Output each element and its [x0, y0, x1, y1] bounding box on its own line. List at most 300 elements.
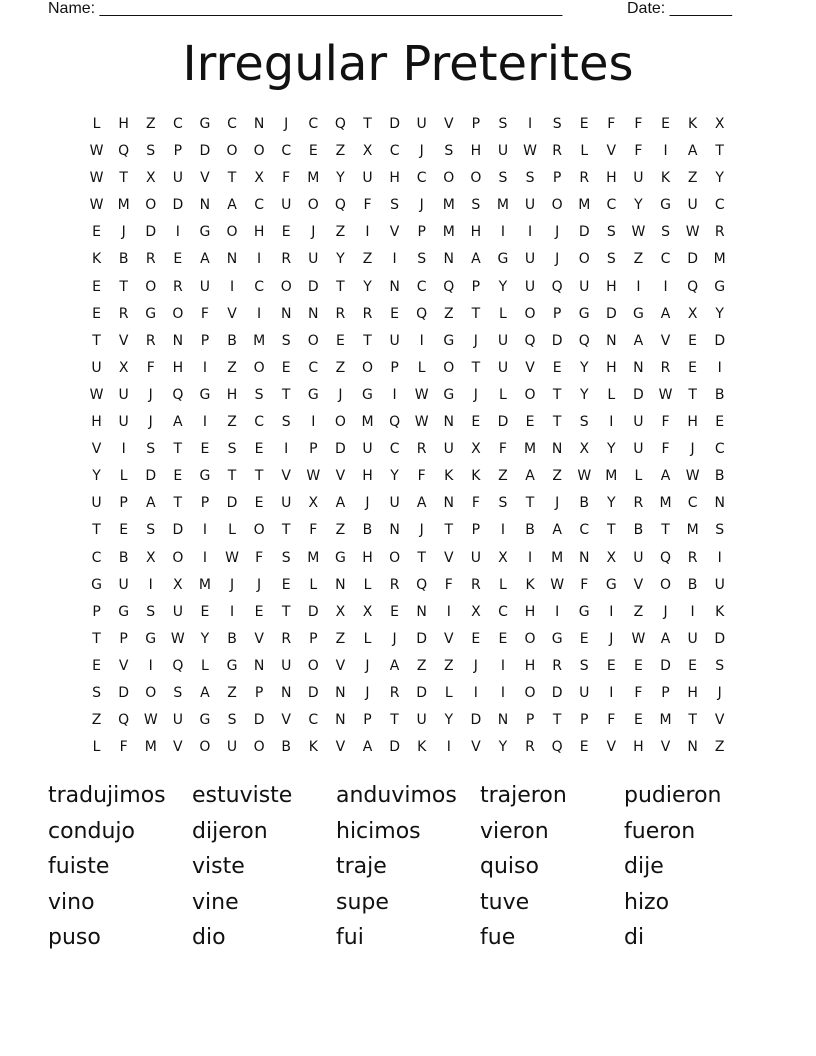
grid-letter: E [308, 143, 318, 160]
grid-letter: M [307, 170, 320, 187]
grid-letter: T [688, 386, 697, 403]
grid-letter: J [663, 603, 668, 620]
grid-letter: E [471, 630, 481, 647]
grid-letter: N [280, 305, 292, 322]
grid-letter: R [633, 495, 644, 512]
grid-letter: C [227, 116, 237, 132]
grid-letter: O [226, 143, 238, 160]
grid-letter: I [663, 278, 668, 295]
grid-letter: N [606, 332, 617, 349]
grid-letter: U [416, 712, 427, 729]
word-list-item: di [624, 925, 645, 951]
grid-letter: K [688, 116, 698, 132]
grid-letter: P [363, 712, 372, 729]
grid-letter: Q [118, 712, 130, 729]
grid-letter: F [661, 414, 670, 431]
grid-letter: X [579, 441, 590, 458]
grid-letter: G [660, 197, 671, 214]
grid-letter: D [660, 657, 671, 674]
grid-letter: G [497, 251, 509, 268]
grid-letter: C [308, 712, 319, 729]
grid-letter: L [92, 739, 101, 756]
grid-letter: O [389, 549, 401, 566]
grid-letter: T [281, 603, 291, 620]
grid-letter: K [471, 468, 481, 485]
grid-letter: Z [335, 224, 346, 241]
grid-letter: E [390, 305, 399, 322]
grid-letter: D [307, 603, 319, 620]
grid-letter: C [687, 495, 698, 512]
grid-letter: U [687, 630, 698, 647]
grid-letter: U [579, 278, 590, 295]
grid-letter: Y [715, 170, 724, 187]
grid-letter: V [525, 359, 535, 376]
grid-letter: H [524, 657, 536, 674]
grid-letter: H [633, 739, 644, 756]
grid-letter: E [200, 603, 210, 620]
grid-letter: C [308, 116, 319, 132]
grid-letter: I [148, 576, 153, 593]
grid-letter: O [660, 576, 672, 593]
grid-letter: H [470, 143, 482, 160]
grid-letter: L [634, 468, 643, 485]
grid-letter: T [552, 414, 562, 431]
grid-letter: E [715, 414, 725, 431]
grid-letter: D [497, 414, 509, 431]
grid-letter: I [365, 224, 370, 241]
grid-letter: L [607, 386, 616, 403]
grid-letter: J [609, 630, 614, 647]
grid-letter: U [470, 549, 481, 566]
grid-letter: Q [334, 116, 346, 132]
grid-letter: R [281, 251, 292, 268]
grid-letter: Y [390, 468, 399, 485]
grid-letter: A [362, 739, 373, 756]
grid-letter: T [471, 359, 481, 376]
grid-letter: G [145, 305, 157, 322]
grid-letter: U [172, 712, 183, 729]
grid-letter: N [280, 684, 292, 701]
grid-letter: D [578, 224, 590, 241]
grid-letter: D [145, 468, 157, 485]
grid-letter: M [659, 712, 672, 729]
grid-letter: A [145, 495, 156, 512]
grid-letter: Z [687, 170, 698, 187]
grid-letter: G [118, 603, 130, 620]
grid-letter: F [607, 712, 616, 729]
grid-letter: R [660, 359, 671, 376]
grid-letter: V [606, 739, 617, 756]
grid-letter: E [92, 657, 101, 674]
grid-letter: F [580, 576, 589, 593]
grid-letter: U [118, 414, 129, 431]
grid-letter: H [606, 170, 617, 187]
grid-letter: D [118, 684, 130, 701]
grid-letter: J [717, 684, 722, 701]
grid-letter: R [362, 305, 373, 322]
grid-letter: L [363, 630, 372, 647]
grid-letter: T [390, 712, 399, 729]
grid-letter: W [685, 224, 700, 241]
word-list-item: tuve [480, 889, 530, 915]
grid-letter: T [281, 386, 291, 403]
grid-letter: C [416, 170, 427, 187]
grid-letter: K [417, 739, 427, 756]
grid-letter: Z [227, 684, 237, 701]
grid-letter: I [392, 386, 397, 403]
grid-letter: U [91, 495, 102, 512]
grid-letter: D [226, 495, 238, 512]
grid-letter: I [527, 224, 533, 241]
grid-letter: T [119, 170, 128, 187]
grid-letter: S [444, 143, 454, 160]
grid-letter: J [338, 386, 343, 403]
grid-letter: S [715, 522, 725, 539]
grid-letter: J [473, 657, 478, 674]
grid-letter: D [172, 522, 184, 539]
grid-letter: K [660, 170, 671, 187]
grid-letter: S [281, 332, 291, 349]
grid-letter: R [579, 170, 590, 187]
grid-letter: P [552, 170, 562, 187]
grid-letter: P [200, 332, 210, 349]
grid-letter: N [416, 603, 427, 620]
word-list-item: dije [624, 854, 664, 880]
grid-letter: A [660, 468, 671, 485]
grid-letter: L [201, 657, 209, 674]
grid-letter: R [552, 143, 562, 160]
grid-letter: E [119, 522, 129, 539]
grid-letter: E [471, 414, 481, 431]
word-list-item: anduvimos [336, 783, 457, 808]
grid-letter: Q [660, 549, 672, 566]
grid-letter: B [579, 495, 590, 512]
grid-letter: Q [416, 576, 428, 593]
grid-letter: N [199, 197, 211, 214]
grid-letter: H [91, 414, 102, 431]
grid-letter: A [687, 143, 698, 160]
grid-letter: M [496, 197, 509, 214]
grid-letter: O [524, 684, 536, 701]
grid-letter: L [309, 576, 318, 593]
grid-letter: O [307, 197, 319, 214]
grid-letter: I [148, 657, 153, 674]
grid-letter: G [551, 630, 563, 647]
word-list-item: dijeron [192, 818, 268, 844]
word-list-item: pudieron [624, 783, 722, 808]
grid-letter: A [200, 251, 210, 268]
grid-letter: T [525, 495, 535, 512]
grid-letter: G [443, 386, 455, 403]
grid-letter: C [579, 522, 590, 539]
grid-letter: G [199, 468, 211, 485]
grid-letter: M [659, 495, 672, 512]
grid-letter: I [392, 251, 397, 268]
grid-letter: N [389, 278, 400, 295]
grid-letter: O [253, 359, 265, 376]
grid-letter: C [254, 414, 264, 431]
grid-letter: U [633, 441, 644, 458]
grid-letter: I [121, 441, 126, 458]
grid-letter: I [555, 603, 560, 620]
grid-letter: U [118, 576, 129, 593]
grid-letter: I [257, 251, 262, 268]
grid-letter: B [687, 576, 698, 593]
grid-letter: Y [200, 630, 210, 647]
grid-letter: Z [91, 712, 102, 729]
grid-letter: C [172, 116, 183, 132]
grid-letter: H [172, 359, 184, 376]
grid-letter: Q [172, 657, 184, 674]
grid-letter: L [363, 576, 372, 593]
grid-letter: E [579, 739, 589, 756]
grid-letter: J [229, 576, 235, 593]
grid-letter: D [470, 712, 482, 729]
grid-letter: N [551, 441, 563, 458]
grid-letter: H [470, 224, 482, 241]
grid-letter: U [579, 684, 590, 701]
grid-letter: V [389, 224, 400, 241]
grid-letter: Z [443, 657, 454, 674]
grid-letter: G [334, 549, 346, 566]
grid-letter: C [714, 197, 725, 214]
grid-letter: R [687, 549, 698, 566]
grid-letter: D [335, 441, 346, 458]
grid-letter: O [226, 224, 238, 241]
grid-letter: E [254, 495, 264, 512]
grid-letter: I [663, 143, 668, 160]
grid-letter: U [524, 251, 536, 268]
grid-letter: V [335, 657, 346, 674]
grid-letter: U [362, 441, 373, 458]
grid-letter: X [498, 549, 508, 566]
word-list-item: fueron [624, 818, 696, 844]
grid-letter: T [552, 386, 562, 403]
grid-letter: N [497, 712, 509, 729]
grid-letter: R [416, 441, 427, 458]
grid-letter: Y [715, 305, 724, 322]
grid-letter: J [148, 386, 153, 403]
grid-letter: V [281, 712, 291, 729]
grid-letter: E [281, 576, 291, 593]
grid-letter: A [227, 197, 237, 214]
grid-letter: W [685, 468, 700, 485]
grid-letter: J [419, 522, 424, 539]
grid-letter: C [308, 359, 319, 376]
grid-letter: G [199, 116, 211, 132]
grid-letter: P [552, 305, 562, 322]
grid-letter: J [690, 441, 695, 458]
grid-letter: A [660, 305, 671, 322]
grid-letter: C [389, 441, 400, 458]
grid-letter: A [173, 414, 183, 431]
grid-letter: W [414, 386, 429, 403]
grid-letter: W [658, 386, 673, 403]
grid-letter: O [470, 170, 482, 187]
grid-letter: S [146, 143, 156, 160]
grid-letter: E [688, 359, 698, 376]
grid-letter: N [633, 359, 644, 376]
grid-letter: D [551, 684, 563, 701]
grid-letter: R [172, 278, 183, 295]
grid-letter: N [335, 576, 346, 593]
grid-letter: P [580, 712, 589, 729]
grid-letter: S [606, 251, 616, 268]
grid-letter: C [91, 549, 102, 566]
grid-letter: G [226, 657, 238, 674]
grid-letter: N [335, 684, 346, 701]
grid-letter: V [200, 170, 210, 187]
grid-letter: Y [336, 251, 345, 268]
grid-letter: W [143, 712, 158, 729]
grid-letter: S [92, 684, 101, 701]
grid-letter: E [200, 441, 210, 458]
grid-letter: F [200, 305, 209, 322]
word-list [48, 778, 768, 956]
grid-letter: S [552, 116, 562, 132]
grid-letter: C [254, 278, 264, 295]
grid-letter: I [527, 116, 533, 132]
grid-letter: Z [498, 468, 508, 485]
grid-letter: W [577, 468, 592, 485]
grid-letter: S [471, 197, 481, 214]
grid-letter: P [309, 630, 318, 647]
grid-letter: P [390, 359, 399, 376]
grid-letter: T [363, 116, 372, 132]
grid-letter: O [172, 305, 184, 322]
grid-letter: X [145, 549, 156, 566]
grid-letter: U [524, 197, 536, 214]
grid-letter: V [91, 441, 102, 458]
grid-letter: H [389, 170, 400, 187]
grid-letter: M [117, 197, 130, 214]
grid-letter: F [119, 739, 128, 756]
grid-letter: R [552, 657, 562, 674]
grid-letter: F [634, 684, 643, 701]
grid-letter: V [118, 332, 129, 349]
grid-letter: M [361, 414, 374, 431]
grid-letter: K [525, 576, 535, 593]
grid-letter: S [579, 414, 589, 431]
grid-letter: I [500, 657, 506, 674]
grid-letter: O [253, 143, 265, 160]
grid-letter: D [307, 684, 319, 701]
grid-letter: M [551, 549, 564, 566]
grid-letter: E [335, 332, 345, 349]
grid-letter: O [145, 197, 157, 214]
grid-letter: K [715, 603, 725, 620]
grid-letter: H [362, 468, 373, 485]
grid-letter: A [660, 630, 671, 647]
grid-letter: A [416, 495, 427, 512]
grid-letter: O [253, 739, 265, 756]
grid-letter: W [89, 170, 104, 187]
grid-letter: J [555, 224, 560, 241]
grid-letter: H [687, 414, 698, 431]
grid-letter: I [284, 441, 289, 458]
grid-letter: J [473, 332, 478, 349]
grid-letter: T [92, 332, 101, 349]
grid-letter: T [227, 170, 237, 187]
word-list-item: vino [48, 889, 95, 915]
grid-letter: R [118, 305, 129, 322]
grid-letter: Z [145, 116, 156, 132]
grid-letter: D [416, 684, 428, 701]
word-list-item: puso [48, 925, 101, 951]
grid-letter: U [416, 116, 427, 132]
grid-letter: D [714, 630, 726, 647]
grid-letter: O [199, 739, 211, 756]
grid-letter: T [336, 278, 345, 295]
grid-letter: S [254, 386, 264, 403]
grid-letter: B [227, 332, 237, 349]
grid-letter: O [443, 359, 455, 376]
grid-letter: U [633, 414, 644, 431]
grid-letter: L [499, 576, 507, 593]
grid-letter: S [498, 116, 508, 132]
grid-letter: E [661, 116, 670, 132]
grid-letter: T [254, 468, 264, 485]
grid-letter: I [202, 414, 207, 431]
grid-letter: U [199, 278, 211, 295]
grid-letter: U [497, 359, 509, 376]
grid-letter: E [173, 468, 183, 485]
grid-letter: Q [416, 305, 428, 322]
grid-letter: V [714, 712, 725, 729]
word-list-item: fuiste [48, 854, 110, 880]
grid-letter: W [550, 576, 565, 593]
grid-letter: T [281, 522, 291, 539]
grid-letter: U [91, 359, 102, 376]
grid-letter: O [145, 684, 157, 701]
grid-letter: G [443, 332, 455, 349]
grid-letter: N [253, 657, 265, 674]
grid-letter: G [362, 386, 373, 403]
grid-letter: E [688, 332, 698, 349]
grid-letter: M [442, 197, 455, 214]
grid-letter: Q [524, 332, 536, 349]
grid-letter: C [389, 143, 400, 160]
grid-letter: J [148, 414, 153, 431]
grid-letter: V [118, 657, 129, 674]
grid-letter: O [524, 386, 536, 403]
grid-letter: Y [363, 278, 372, 295]
grid-letter: T [688, 712, 697, 729]
grid-letter: R [525, 739, 535, 756]
grid-letter: B [118, 251, 129, 268]
grid-letter: K [444, 468, 454, 485]
grid-letter: Z [443, 305, 454, 322]
grid-letter: Y [579, 359, 589, 376]
grid-letter: N [578, 549, 590, 566]
grid-letter: H [362, 549, 373, 566]
grid-letter: X [254, 170, 264, 187]
grid-letter: R [470, 576, 481, 593]
grid-letter: P [471, 522, 481, 539]
grid-letter: A [525, 468, 535, 485]
grid-letter: V [443, 549, 454, 566]
grid-letter: X [714, 116, 725, 132]
grid-letter: U [633, 549, 644, 566]
grid-letter: A [335, 495, 346, 512]
grid-letter: W [170, 630, 185, 647]
grid-letter: M [144, 739, 157, 756]
grid-letter: I [690, 603, 695, 620]
grid-letter: Q [551, 739, 563, 756]
grid-letter: O [145, 278, 157, 295]
grid-letter: M [686, 522, 699, 539]
grid-letter: M [442, 224, 455, 241]
